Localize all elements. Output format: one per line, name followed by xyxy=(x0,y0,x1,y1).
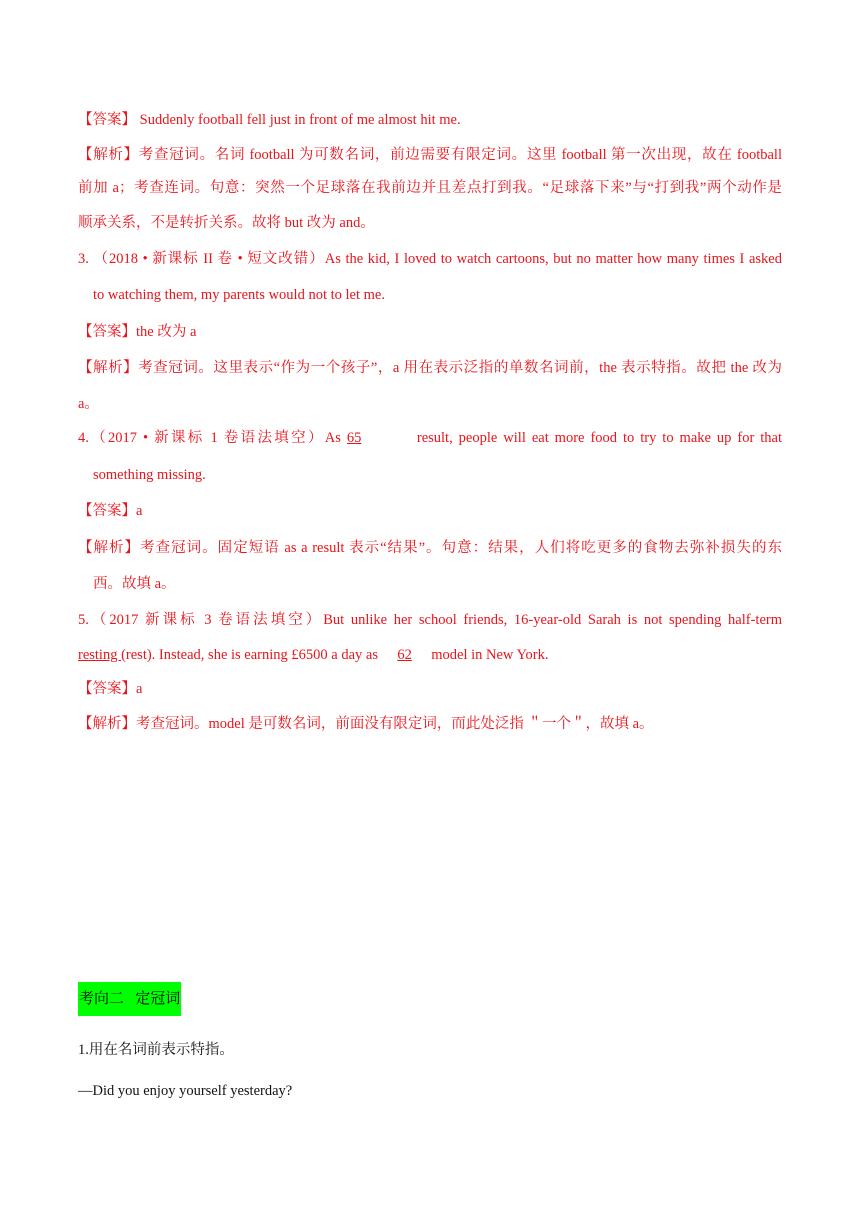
explanation-2-line-2: 前加 a；考查连词。句意：突然一个足球落在我前边并且差点打到我。“足球落下来”与“打到我”两个动作是 xyxy=(78,180,782,196)
question-5-line-2 xyxy=(78,645,548,665)
answer-2: 【答案】 Suddenly football fell just in front of me almost hit me. xyxy=(78,112,461,128)
question-4-line-2: something missing. xyxy=(93,467,206,483)
explanation-2-line-1: 【解析】考查冠词。名词 football 为可数名词，前边需要有限定词。这里 football 第一次出现，故在 football xyxy=(78,147,782,163)
question-4-blank: 65 xyxy=(346,430,362,446)
question-5-suffix: model in New York. xyxy=(431,647,549,663)
question-4-line-1 xyxy=(78,428,782,448)
question-5-middle: (rest). Instead, she is earning £6500 a day as xyxy=(121,647,378,663)
explanation-5: 【解析】考查冠词。model 是可数名词，前面没有限定词，而此处泛指 ＂一个＂，故填 a。 xyxy=(78,716,654,732)
question-4-prefix: 4.（2017 • 新课标 1 卷语法填空）As xyxy=(78,430,341,446)
explanation-2-line-3: 顺承关系，不是转折关系。故将 but 改为 and。 xyxy=(78,215,375,231)
answer-5: 【答案】a xyxy=(78,681,143,697)
explanation-4-line-2: 西。故填 a。 xyxy=(93,576,176,592)
answer-4: 【答案】a xyxy=(78,503,143,519)
explanation-3-line-1: 【解析】考查冠词。这里表示“作为一个孩子”，a 用在表示泛指的单数名词前，the 表示特指。故把 the 改为 xyxy=(78,360,782,376)
question-4-suffix: result, people will eat more food to try to make up for that xyxy=(416,430,782,446)
example-sentence: —Did you enjoy yourself yesterday? xyxy=(78,1083,293,1099)
section-heading: 考向二 定冠词 xyxy=(78,982,181,1016)
question-3-line-2: to watching them, my parents would not to let me. xyxy=(93,287,385,303)
answer-3: 【答案】the 改为 a xyxy=(78,324,197,340)
question-5-blank: 62 xyxy=(397,647,412,663)
resting-word: resting xyxy=(78,647,122,663)
explanation-3-line-2: a。 xyxy=(78,396,99,412)
section-item-1: 1.用在名词前表示特指。 xyxy=(78,1042,234,1058)
question-3-line-1: 3. （2018 • 新课标 II 卷 • 短文改错）As the kid, I loved to watch cartoons, but no matter how many times I asked xyxy=(78,251,782,267)
question-5-line-1: 5.（2017 新课标 3 卷语法填空）But unlike her school friends, 16-year-old Sarah is not spending half-term xyxy=(78,612,782,628)
explanation-4-line-1: 【解析】考查冠词。固定短语 as a result 表示“结果”。句意：结果，人们将吃更多的食物去弥补损失的东 xyxy=(78,540,782,556)
